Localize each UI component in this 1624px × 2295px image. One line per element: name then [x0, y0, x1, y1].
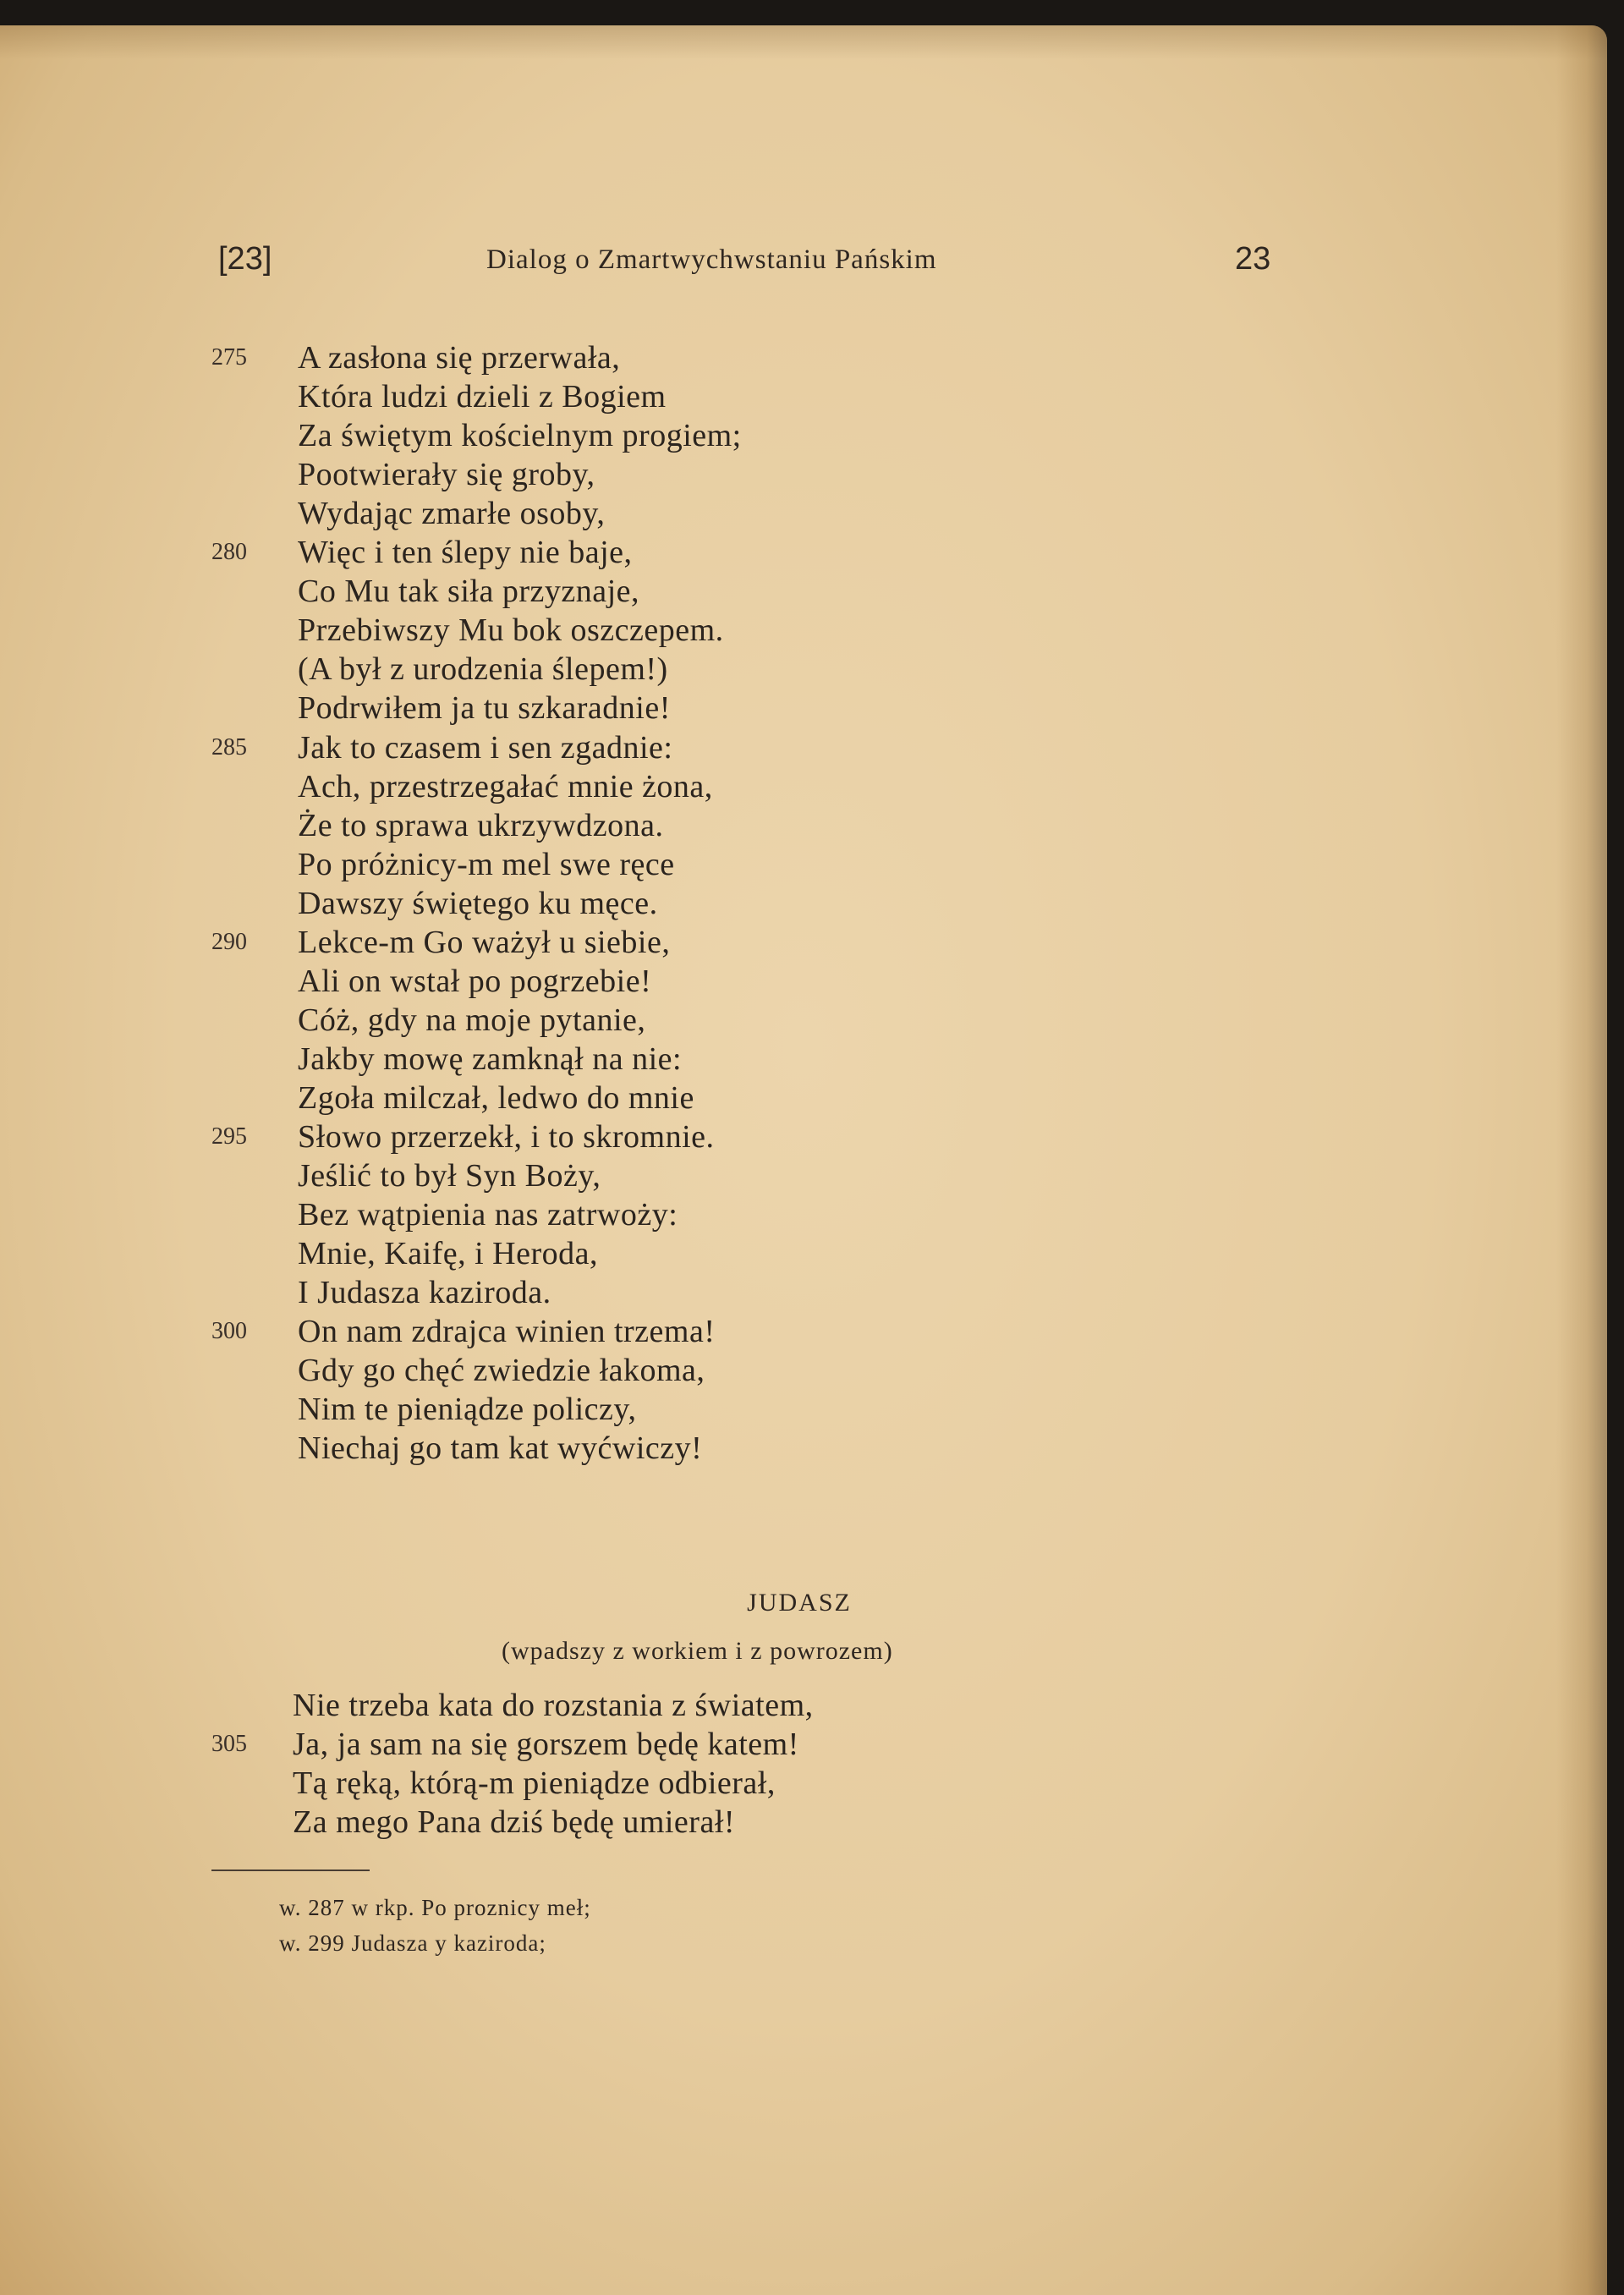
verse-text: Mnie, Kaifę, i Heroda,: [298, 1236, 598, 1272]
verse-line: [0, 532, 1599, 573]
verse-line: [0, 1802, 1599, 1842]
speaker-name: JUDASZ: [747, 1589, 852, 1617]
verse-line: [0, 376, 1599, 417]
verse-number: 275: [211, 344, 247, 371]
verse-line: [0, 415, 1599, 456]
verse-text: Ja, ja sam na się gorszem będę katem!: [293, 1727, 799, 1762]
verse-text: Jeślić to był Syn Boży,: [298, 1158, 601, 1194]
verse-line: [0, 610, 1599, 651]
verse-text: Która ludzi dzieli z Bogiem: [298, 379, 667, 415]
verse-line: [0, 1311, 1599, 1352]
verse-number: 295: [211, 1123, 247, 1150]
verse-line: [0, 727, 1599, 768]
verse-number: 300: [211, 1318, 247, 1345]
verse-line: [0, 1078, 1599, 1118]
verse-line: [0, 454, 1599, 495]
verse-line: [0, 1763, 1599, 1804]
verse-text: Po próżnicy-m mel swe ręce: [298, 846, 675, 882]
verse-line: [0, 571, 1599, 612]
verse-number: 280: [211, 539, 247, 566]
verse-text: On nam zdrajca winien trzema!: [298, 1314, 716, 1350]
book-page: [0, 25, 1607, 2295]
verse-line: [0, 1039, 1599, 1079]
verse-line: [0, 766, 1599, 807]
footnote: w. 287 w rkp. Po proznicy meł;: [279, 1895, 591, 1920]
verse-line: [0, 338, 1599, 378]
verse-text: Pootwierały się groby,: [298, 457, 595, 493]
verse-line: [0, 1194, 1599, 1235]
verse-line: [0, 1685, 1599, 1726]
verse-text: Jak to czasem i sen zgadnie:: [298, 729, 673, 766]
verse-line: [0, 1350, 1599, 1391]
verse-text: Nim te pieniądze policzy,: [298, 1392, 637, 1428]
verse-text: Lekce-m Go ważył u siebie,: [298, 924, 671, 960]
footnote: w. 299 Judasza y kaziroda;: [279, 1930, 546, 1956]
verse-line: [0, 1724, 1599, 1765]
footnote-rule: [211, 1869, 370, 1871]
verse-text: Cóż, gdy na moje pytanie,: [298, 1002, 646, 1038]
verse-text: A zasłona się przerwała,: [298, 340, 621, 376]
verse-text: Nie trzeba kata do rozstania z światem,: [293, 1688, 814, 1723]
verse-line: [0, 961, 1599, 1002]
verse-line: [0, 1000, 1599, 1040]
verse-text: Tą ręką, którą-m pieniądze odbierał,: [293, 1765, 776, 1801]
verse-text: Wydając zmarłe osoby,: [298, 496, 606, 532]
verse-text: I Judasza kaziroda.: [298, 1275, 551, 1311]
page-top-shadow: [0, 25, 1607, 59]
stage-direction: (wpadszy z workiem i z powrozem): [502, 1637, 893, 1665]
verse-text: Zgoła milczał, ledwo do mnie: [298, 1079, 694, 1116]
verse-text: Ach, przestrzegałać mnie żona,: [298, 768, 713, 804]
verse-line: [0, 1272, 1599, 1313]
verse-text: Jakby mowę zamknął na nie:: [298, 1040, 683, 1077]
verse-text: Co Mu tak siła przyznaje,: [298, 574, 640, 610]
verse-line: [0, 1233, 1599, 1274]
header-page-ref: [23]: [218, 241, 272, 277]
header-title: Dialog o Zmartwychwstaniu Pańskim: [486, 244, 937, 275]
running-header: [0, 241, 1607, 292]
verse-text: Za świętym kościelnym progiem;: [298, 418, 742, 454]
verse-line: [0, 1156, 1599, 1196]
verse-line: [0, 649, 1599, 689]
verse-line: [0, 805, 1599, 846]
verse-number: 290: [211, 928, 247, 955]
verse-text: Bez wątpienia nas zatrwoży:: [298, 1197, 678, 1233]
verse-line: [0, 688, 1599, 728]
verse-line: [0, 1389, 1599, 1430]
verse-line: [0, 922, 1599, 963]
verse-line: [0, 493, 1599, 534]
verse-text: Niechaj go tam kat wyćwiczy!: [298, 1430, 703, 1467]
verse-text: Że to sprawa ukrzywdzona.: [298, 807, 664, 843]
verse-line: [0, 844, 1599, 885]
verse-text: Podrwiłem ja tu szkaradnie!: [298, 690, 671, 727]
verse-number: 285: [211, 733, 247, 760]
verse-text: Więc i ten ślepy nie baje,: [298, 535, 633, 571]
verse-text: Za mego Pana dziś będę umierał!: [293, 1804, 736, 1840]
verse-text: Gdy go chęć zwiedzie łakoma,: [298, 1353, 705, 1389]
verse-line: [0, 1428, 1599, 1469]
verse-text: (A był z urodzenia ślepem!): [298, 651, 668, 688]
verse-text: Dawszy świętego ku męce.: [298, 885, 658, 921]
verse-line: [0, 883, 1599, 924]
verse-number: 305: [211, 1731, 247, 1757]
verse-text: Przebiwszy Mu bok oszczepem.: [298, 612, 724, 649]
verse-line: [0, 1117, 1599, 1157]
verse-text: Ali on wstał po pogrzebie!: [298, 963, 652, 999]
verse-text: Słowo przerzekł, i to skromnie.: [298, 1119, 715, 1155]
page-number: 23: [1235, 241, 1271, 277]
